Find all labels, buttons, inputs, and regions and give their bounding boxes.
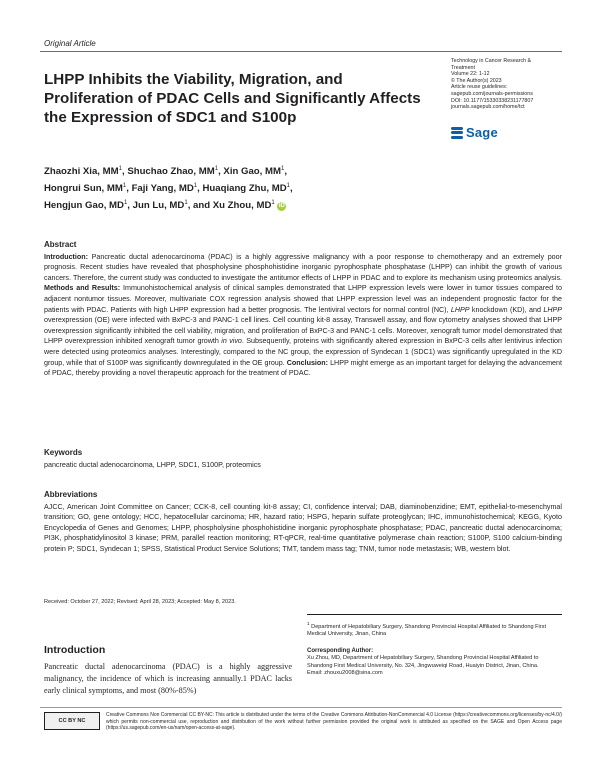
author-affiliation-mark: 1 bbox=[271, 200, 275, 207]
methods-text-2: knockdown (KD), and bbox=[469, 305, 544, 314]
author-affiliation-mark: 1 bbox=[280, 166, 285, 172]
author-list: Zhaozhi Xia, $MM^1$, Shuchao Zhao, $MM^1$, Xin Gao, $MM^1$, Hongrui Sun, $MM^1$, Faji Yang, $MD^1$, Huaqiang Zhu, $MD^1$, Hengjun Gao, $MD^1$, Jun Lu, $MD^1$, and Xu Zhou, $MD^1$ iD bbox=[44, 166, 293, 212]
corresponding-address: Xu Zhou, MD, Department of Hepatobiliary Surgery, Shandong Provincial Hospital Affiliated to Shandong First Medical University, No. 324, Jingwuweiqi Road, Huaiyin District, Jinan, China. bbox=[307, 655, 539, 669]
affiliation-rule bbox=[307, 614, 562, 615]
author-affiliation-mark: 1 bbox=[122, 183, 127, 190]
author-name: Huaqiang Zhu, MD bbox=[202, 183, 287, 195]
journal-name: Technology in Cancer Research & bbox=[451, 58, 532, 64]
journal-reuse: Article reuse guidelines: bbox=[451, 84, 508, 91]
author-affiliation-mark: 1 bbox=[193, 183, 198, 190]
article-type: Original Article bbox=[44, 39, 96, 48]
journal-doi[interactable]: DOI: 10.1177/15330338231177807 bbox=[451, 97, 534, 104]
affiliation-text: Department of Hepatobiliary Surgery, Shandong Provincial Hospital Affiliated to Shandong First Medical University, Jinan, China bbox=[307, 623, 547, 638]
journal-copyright: © The Author(s) 2023 bbox=[451, 77, 502, 84]
methods-label: Methods and Results: bbox=[44, 284, 121, 293]
methods-text-1: Immunohistochemical analysis of clinical samples demonstrated that LHPP expression levels were lower in tumor tissues compared to adjacent nontumor tissues. Moreover, multivariate COX regression analysis showed that LHPP expression level was an independent prognostic factor for the patients with PDAC. Patients with high LHPP expression had a better prognosis. The lentiviral vectors for normal control (NC), bbox=[44, 284, 562, 314]
author-affiliation-mark: 1 bbox=[184, 200, 188, 207]
author-affiliation-mark: 1 bbox=[214, 166, 219, 172]
conclusion-text: LHPP might emerge as an important target for delaying the advancement of PDAC, thereby providing a novel therapeutic approach for the treatment of PDAC. bbox=[44, 358, 562, 378]
license-text: Creative Commons Non Commercial CC BY-NC: This article is distributed under the terms of the Creative Commons Attribution-NonCommercial 4.0 License (https://creativecommons.org/licenses/by-nc/4.0/) which permits non-commercial use, reproduction and distribution of the work without further permission provided the original work is attributed as specified on the SAGE and Open Access page (https://us.sagepub.com/en-us/nam/open-access-at-sage). bbox=[106, 712, 562, 732]
corresponding-email[interactable]: Email: zhouxu2008@sina.com bbox=[307, 670, 383, 677]
sage-wordmark: Sage bbox=[466, 125, 498, 140]
article-title: LHPP Inhibits the Viability, Migration, and Proliferation of PDAC Cells and Significantly Affects the Expression of SDC1 and S100p bbox=[44, 71, 421, 126]
abbreviations-heading: Abbreviations bbox=[44, 490, 98, 499]
author-affiliation-mark: 1 bbox=[286, 183, 290, 190]
keywords-heading: Keywords bbox=[44, 448, 83, 457]
author-name: Jun Lu, MD bbox=[132, 200, 185, 212]
author-name: Faji Yang, MD bbox=[131, 183, 194, 195]
journal-homepage-link[interactable]: journals.sagepub.com/home/tct bbox=[451, 104, 525, 111]
in-vivo: in vivo bbox=[221, 337, 242, 346]
introduction-heading: Introduction bbox=[44, 644, 106, 656]
author-name: Xu Zhou, MD bbox=[212, 200, 272, 212]
author-name: Zhaozhi Xia, MM bbox=[44, 166, 119, 178]
corresponding-heading: Corresponding Author: bbox=[307, 648, 374, 654]
author-name: Shuchao Zhao, MM bbox=[127, 166, 215, 178]
author-name: Hongrui Sun, MM bbox=[44, 183, 123, 195]
journal-info bbox=[451, 58, 571, 111]
methods-text-3: overexpression (OE) were infected with BxPC-3 and PANC-1 cell lines. Cell counting kit-8 assay, Transwell assay, and flow cytometry analyses showed that LHPP overexpression significantly inhibited the cell viability, migration, and proliferation of BxPC-3 and PANC-1 cells. Moreover, xenograft tumor model demonstrated that LHPP overexpression inhibited xenograft tumor growth bbox=[44, 316, 562, 346]
sage-mark-icon bbox=[451, 127, 463, 139]
license-block bbox=[44, 712, 562, 732]
methods-text-4: . Subsequently, proteins with significantly altered expression in BxPC-3 cells after lentivirus infection were detected using proteomics analyses. Interestingly, compared to the NC group, the expression of Syndecan 1 (SDC1) was significantly upregulated in the KD group, while that of S100P was significantly downregulated in the OE group. bbox=[44, 337, 562, 367]
top-divider bbox=[40, 51, 562, 52]
gene-lhpp: LHPP bbox=[450, 305, 470, 314]
license-divider bbox=[40, 707, 562, 708]
affiliation bbox=[307, 620, 562, 639]
abstract-heading: Abstract bbox=[44, 240, 77, 249]
abbreviations-section bbox=[44, 490, 562, 555]
conclusion-label: Conclusion: bbox=[284, 358, 329, 367]
intro-text: Pancreatic ductal adenocarcinoma (PDAC) is a highly aggressive malignancy with a poor response to chemotherapy and an extremely poor prognosis. Recent studies have revealed that phospholysine phosphohistidine inorganic pyrophosphate phosphatase (LHPP) can inhibit the growth of various cancers. Therefore, the current study was conducted to investigate the antitumor effects of LHPP in PDAC and to explore its mechanism using proteomics analysis. bbox=[44, 252, 562, 282]
cc-license-icon[interactable]: CC BY NC bbox=[44, 712, 100, 730]
intro-label: Introduction: bbox=[44, 252, 89, 261]
introduction-text: Pancreatic ductal adenocarcinoma (PDAC) is a highly aggressive malignancy, the incidence of which is increasing annually.1 PDAC lacks early clinical symptoms, and most (80%-85%) bbox=[44, 662, 292, 695]
abstract-section bbox=[44, 240, 562, 379]
sage-logo bbox=[451, 125, 498, 140]
abstract-text bbox=[44, 252, 562, 379]
author-affiliation-mark: 1 bbox=[118, 166, 122, 172]
journal-volume: Volume 22: 1-12 bbox=[451, 71, 490, 78]
abbreviations-text: AJCC, American Joint Committee on Cancer; CCK-8, cell counting kit-8 assay; CI, confidence interval; DAB, diaminobenzidine; EMT, epithelial-to-mesenchymal transition; GO, gene ontology; HCC, hepatocellular carcinoma; HR, hazard ratio; HSPG, heparin sulfate proteoglycan; IHC, immunohistochemical; KEGG, Kyoto Encyclopedia of Genes and Genomes; LHPP, phospholysine phosphohistidine inorganic pyrophosphate phosphatase; PDAC, pancreatic ductal adenocarcinoma; PI3K, phosphatidylinositol 3 kinase; PRM, parallel reaction monitoring; RT-qPCR, real-time quantitative polymerase chain reaction; S100P, S100 calcium-binding protein P; SDC1, Syndecan 1; SPSS, Statistical Product Service Solutions; TMT, tandem mass tag; TNM, tumor node metastasis; WB, western blot. bbox=[44, 502, 562, 553]
affiliation-number: 1 bbox=[307, 621, 310, 626]
received-dates: Received: October 27, 2022; Revised: April 28, 2023; Accepted: May 8, 2023. bbox=[44, 599, 236, 605]
author-affiliation-mark: 1 bbox=[123, 200, 128, 207]
author-name: Hengjun Gao, MD bbox=[44, 200, 124, 212]
journal-name-cont: Treatment bbox=[451, 64, 475, 71]
keywords-text: pancreatic ductal adenocarcinoma, LHPP, SDC1, S100P, proteomics bbox=[44, 460, 261, 469]
gene-lhpp: LHPP bbox=[543, 305, 562, 314]
author-name: Xin Gao, MM bbox=[223, 166, 281, 178]
orcid-icon[interactable]: iD bbox=[278, 202, 285, 209]
corresponding-author bbox=[307, 648, 562, 678]
keywords-section bbox=[44, 448, 562, 470]
journal-reuse-link[interactable]: sagepub.com/journals-permissions bbox=[451, 90, 533, 97]
